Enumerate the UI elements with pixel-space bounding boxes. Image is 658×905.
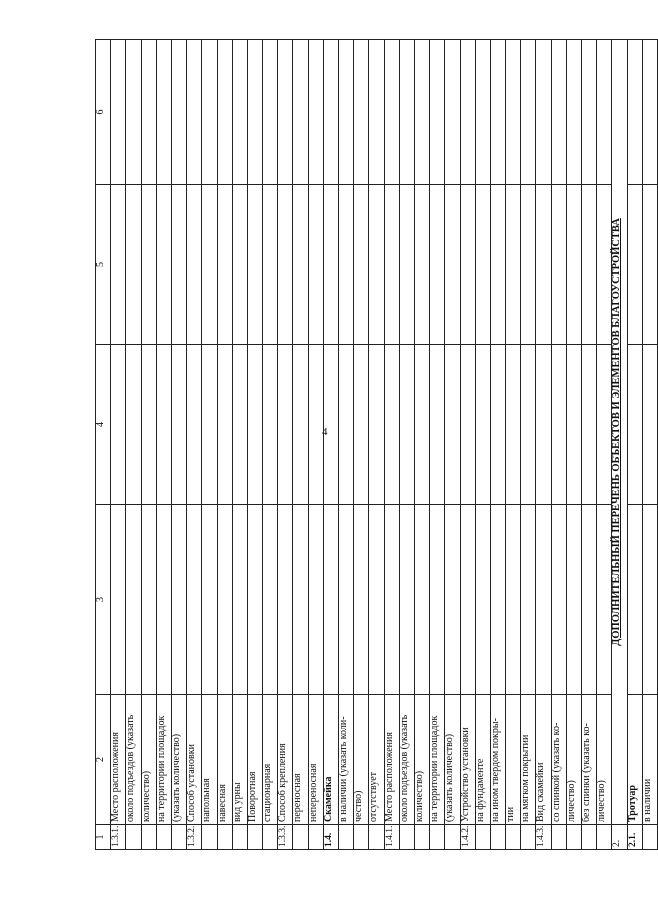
empty-cell — [460, 185, 475, 345]
table-row — [263, 40, 278, 850]
empty-cell — [339, 345, 354, 505]
section-row — [612, 40, 627, 850]
row-number-cell — [156, 825, 171, 850]
empty-cell — [278, 505, 293, 695]
empty-cell — [187, 185, 202, 345]
row-text-cell: отсутствует — [369, 695, 384, 825]
row-number-cell — [506, 825, 521, 850]
table-row — [521, 40, 536, 850]
empty-cell — [126, 40, 141, 185]
empty-cell — [263, 40, 278, 185]
empty-cell — [111, 345, 126, 505]
empty-cell — [627, 505, 642, 695]
table-row — [278, 40, 293, 850]
row-number-cell — [566, 825, 581, 850]
row-text-cell: на фундаменте — [475, 695, 490, 825]
table-row — [506, 40, 521, 850]
row-number-cell: 1.3.2. — [187, 825, 202, 850]
header-row — [96, 40, 111, 850]
empty-cell — [111, 185, 126, 345]
table-row — [232, 40, 247, 850]
table-row — [642, 40, 657, 850]
table-row — [430, 40, 445, 850]
empty-cell — [445, 345, 460, 505]
empty-cell — [171, 345, 186, 505]
empty-cell — [156, 185, 171, 345]
row-number-cell — [217, 825, 232, 850]
row-number-cell — [202, 825, 217, 850]
row-text-cell: Поворотная — [247, 695, 262, 825]
empty-cell — [217, 505, 232, 695]
row-text-cell: Скамейка — [323, 695, 338, 825]
table-row — [369, 40, 384, 850]
empty-cell — [506, 505, 521, 695]
empty-cell — [460, 345, 475, 505]
empty-cell — [460, 40, 475, 185]
row-number-cell: 1.3.3. — [278, 825, 293, 850]
empty-cell — [627, 345, 642, 505]
empty-cell — [536, 40, 551, 185]
section-number-cell: 2. — [612, 825, 627, 850]
table-row — [566, 40, 581, 850]
empty-cell — [308, 505, 323, 695]
empty-cell — [323, 40, 338, 185]
empty-cell — [126, 185, 141, 345]
row-number-cell — [232, 825, 247, 850]
row-number-cell — [414, 825, 429, 850]
empty-cell — [536, 345, 551, 505]
empty-cell — [141, 345, 156, 505]
empty-cell — [323, 345, 338, 505]
empty-cell — [232, 185, 247, 345]
row-text-cell: личество) — [597, 695, 612, 825]
row-text-cell: в наличии — [642, 695, 657, 825]
section-title-cell: ДОПОЛНИТЕЛЬНЫЙ ПЕРЕЧЕНЬ ОБЪЕКТОВ И ЭЛЕМЕНТОВ БЛАГОУСТРОЙСТВА — [612, 40, 627, 825]
empty-cell — [627, 185, 642, 345]
empty-cell — [217, 185, 232, 345]
row-number-cell — [339, 825, 354, 850]
row-number-cell — [445, 825, 460, 850]
table-row — [247, 40, 262, 850]
empty-cell — [566, 40, 581, 185]
row-number-cell: 2.1. — [627, 825, 642, 850]
empty-cell — [475, 505, 490, 695]
empty-cell — [263, 185, 278, 345]
table-row — [597, 40, 612, 850]
empty-cell — [399, 185, 414, 345]
empty-cell — [490, 40, 505, 185]
empty-cell — [384, 185, 399, 345]
row-text-cell: тии — [506, 695, 521, 825]
table-row — [141, 40, 156, 850]
empty-cell — [339, 505, 354, 695]
empty-cell — [308, 345, 323, 505]
table-row — [399, 40, 414, 850]
table-row — [126, 40, 141, 850]
empty-cell — [187, 505, 202, 695]
empty-cell — [627, 40, 642, 185]
row-number-cell: 1.4.3. — [536, 825, 551, 850]
empty-cell — [551, 345, 566, 505]
empty-cell — [293, 345, 308, 505]
empty-cell — [369, 345, 384, 505]
row-text-cell: со спинкой (указать ко- — [551, 695, 566, 825]
empty-cell — [430, 185, 445, 345]
empty-cell — [202, 40, 217, 185]
table-row — [384, 40, 399, 850]
empty-cell — [247, 505, 262, 695]
row-number-cell — [247, 825, 262, 850]
empty-cell — [354, 345, 369, 505]
row-number-cell — [293, 825, 308, 850]
empty-cell — [171, 505, 186, 695]
empty-cell — [475, 185, 490, 345]
empty-cell — [111, 505, 126, 695]
table-row — [475, 40, 490, 850]
table-row — [323, 40, 338, 850]
empty-cell — [521, 40, 536, 185]
empty-cell — [460, 505, 475, 695]
empty-cell — [263, 345, 278, 505]
empty-cell — [582, 505, 597, 695]
empty-cell — [247, 345, 262, 505]
page-number: 4 — [322, 426, 328, 438]
table-row — [354, 40, 369, 850]
table-row — [490, 40, 505, 850]
empty-cell — [597, 185, 612, 345]
objects-table — [95, 39, 658, 850]
table-row — [171, 40, 186, 850]
table-row — [217, 40, 232, 850]
empty-cell — [171, 40, 186, 185]
row-number-cell — [263, 825, 278, 850]
row-number-cell: 1.4.2. — [460, 825, 475, 850]
row-text-cell: личество) — [566, 695, 581, 825]
row-number-cell: 1.4. — [323, 825, 338, 850]
table-row — [627, 40, 642, 850]
row-number-cell — [521, 825, 536, 850]
empty-cell — [642, 40, 657, 185]
empty-cell — [414, 345, 429, 505]
row-text-cell: без спинки (указать ко- — [582, 695, 597, 825]
row-number-cell — [141, 825, 156, 850]
row-text-cell: на территории площадок — [156, 695, 171, 825]
header-cell: 5 — [96, 185, 111, 345]
row-text-cell: Тротуар — [627, 695, 642, 825]
row-number-cell — [369, 825, 384, 850]
empty-cell — [126, 505, 141, 695]
empty-cell — [506, 40, 521, 185]
row-text-cell: Место расположения — [111, 695, 126, 825]
empty-cell — [536, 185, 551, 345]
empty-cell — [247, 40, 262, 185]
empty-cell — [642, 505, 657, 695]
empty-cell — [399, 505, 414, 695]
row-text-cell: около подъездов (указать — [399, 695, 414, 825]
row-text-cell: непереносная — [308, 695, 323, 825]
row-number-cell — [308, 825, 323, 850]
empty-cell — [430, 40, 445, 185]
row-text-cell: переносная — [293, 695, 308, 825]
empty-cell — [232, 40, 247, 185]
empty-cell — [247, 185, 262, 345]
empty-cell — [414, 185, 429, 345]
empty-cell — [582, 345, 597, 505]
empty-cell — [490, 345, 505, 505]
table-row — [445, 40, 460, 850]
empty-cell — [263, 505, 278, 695]
empty-cell — [293, 40, 308, 185]
empty-cell — [551, 185, 566, 345]
row-text-cell: вид урны — [232, 695, 247, 825]
empty-cell — [536, 505, 551, 695]
row-text-cell: чество) — [354, 695, 369, 825]
row-text-cell: около подъездов (указать — [126, 695, 141, 825]
row-number-cell — [171, 825, 186, 850]
empty-cell — [141, 505, 156, 695]
empty-cell — [399, 345, 414, 505]
table-row — [536, 40, 551, 850]
row-number-cell — [597, 825, 612, 850]
empty-cell — [339, 40, 354, 185]
table-viewport — [95, 40, 653, 850]
empty-cell — [642, 345, 657, 505]
header-cell: 6 — [96, 40, 111, 185]
empty-cell — [232, 345, 247, 505]
empty-cell — [354, 185, 369, 345]
empty-cell — [171, 185, 186, 345]
empty-cell — [490, 505, 505, 695]
empty-cell — [202, 505, 217, 695]
empty-cell — [445, 185, 460, 345]
empty-cell — [566, 345, 581, 505]
table-row — [187, 40, 202, 850]
row-text-cell: на территории площадок — [430, 695, 445, 825]
empty-cell — [384, 505, 399, 695]
empty-cell — [354, 505, 369, 695]
empty-cell — [141, 185, 156, 345]
empty-cell — [111, 40, 126, 185]
empty-cell — [430, 345, 445, 505]
row-text-cell: Способ крепления — [278, 695, 293, 825]
empty-cell — [597, 505, 612, 695]
row-text-cell: на мягком покрытии — [521, 695, 536, 825]
empty-cell — [354, 40, 369, 185]
empty-cell — [521, 345, 536, 505]
row-text-cell: Устройство установки — [460, 695, 475, 825]
empty-cell — [293, 185, 308, 345]
empty-cell — [490, 185, 505, 345]
empty-cell — [187, 40, 202, 185]
empty-cell — [187, 345, 202, 505]
row-text-cell: количество) — [414, 695, 429, 825]
empty-cell — [232, 505, 247, 695]
table-body — [96, 40, 658, 850]
empty-cell — [156, 345, 171, 505]
table-row — [551, 40, 566, 850]
row-text-cell: в наличии (указать коли- — [339, 695, 354, 825]
empty-cell — [369, 185, 384, 345]
row-text-cell: навесная — [217, 695, 232, 825]
empty-cell — [126, 345, 141, 505]
table-row — [156, 40, 171, 850]
empty-cell — [278, 345, 293, 505]
table-row — [202, 40, 217, 850]
empty-cell — [293, 505, 308, 695]
table-row — [111, 40, 126, 850]
empty-cell — [597, 40, 612, 185]
empty-cell — [384, 40, 399, 185]
empty-cell — [399, 40, 414, 185]
empty-cell — [582, 40, 597, 185]
header-cell: 3 — [96, 505, 111, 695]
empty-cell — [308, 185, 323, 345]
empty-cell — [202, 185, 217, 345]
row-text-cell: (указать количество) — [171, 695, 186, 825]
empty-cell — [369, 40, 384, 185]
empty-cell — [551, 40, 566, 185]
row-text-cell: Место расположения — [384, 695, 399, 825]
empty-cell — [551, 505, 566, 695]
row-text-cell: на ином твердом покры- — [490, 695, 505, 825]
empty-cell — [506, 185, 521, 345]
empty-cell — [414, 40, 429, 185]
empty-cell — [323, 505, 338, 695]
empty-cell — [566, 505, 581, 695]
table-row — [582, 40, 597, 850]
row-number-cell: 1.4.1. — [384, 825, 399, 850]
row-number-cell — [354, 825, 369, 850]
table-row — [339, 40, 354, 850]
table-row — [460, 40, 475, 850]
empty-cell — [217, 345, 232, 505]
empty-cell — [566, 185, 581, 345]
empty-cell — [384, 345, 399, 505]
row-number-cell — [126, 825, 141, 850]
empty-cell — [445, 40, 460, 185]
row-text-cell: количество) — [141, 695, 156, 825]
empty-cell — [156, 505, 171, 695]
empty-cell — [582, 185, 597, 345]
row-text-cell: Способ установки — [187, 695, 202, 825]
empty-cell — [278, 40, 293, 185]
empty-cell — [278, 185, 293, 345]
row-text-cell: стационарная — [263, 695, 278, 825]
empty-cell — [339, 185, 354, 345]
empty-cell — [521, 185, 536, 345]
table-row — [308, 40, 323, 850]
header-cell: 4 — [96, 345, 111, 505]
row-text-cell: (указать количество) — [445, 695, 460, 825]
row-number-cell — [642, 825, 657, 850]
empty-cell — [369, 505, 384, 695]
empty-cell — [445, 505, 460, 695]
empty-cell — [430, 505, 445, 695]
empty-cell — [141, 40, 156, 185]
empty-cell — [475, 345, 490, 505]
row-number-cell — [430, 825, 445, 850]
header-cell: 1 — [96, 825, 111, 850]
row-number-cell — [475, 825, 490, 850]
empty-cell — [202, 345, 217, 505]
empty-cell — [217, 40, 232, 185]
header-cell: 2 — [96, 695, 111, 825]
table-row — [293, 40, 308, 850]
empty-cell — [323, 185, 338, 345]
empty-cell — [308, 40, 323, 185]
empty-cell — [475, 40, 490, 185]
row-text-cell: напольная — [202, 695, 217, 825]
table-rotated-wrapper — [95, 40, 653, 850]
row-number-cell — [551, 825, 566, 850]
row-text-cell: Вид скамейки — [536, 695, 551, 825]
row-number-cell — [582, 825, 597, 850]
empty-cell — [521, 505, 536, 695]
empty-cell — [414, 505, 429, 695]
row-number-cell — [490, 825, 505, 850]
row-number-cell: 1.3.1. — [111, 825, 126, 850]
empty-cell — [642, 185, 657, 345]
empty-cell — [506, 345, 521, 505]
table-row — [414, 40, 429, 850]
empty-cell — [156, 40, 171, 185]
empty-cell — [597, 345, 612, 505]
row-number-cell — [399, 825, 414, 850]
